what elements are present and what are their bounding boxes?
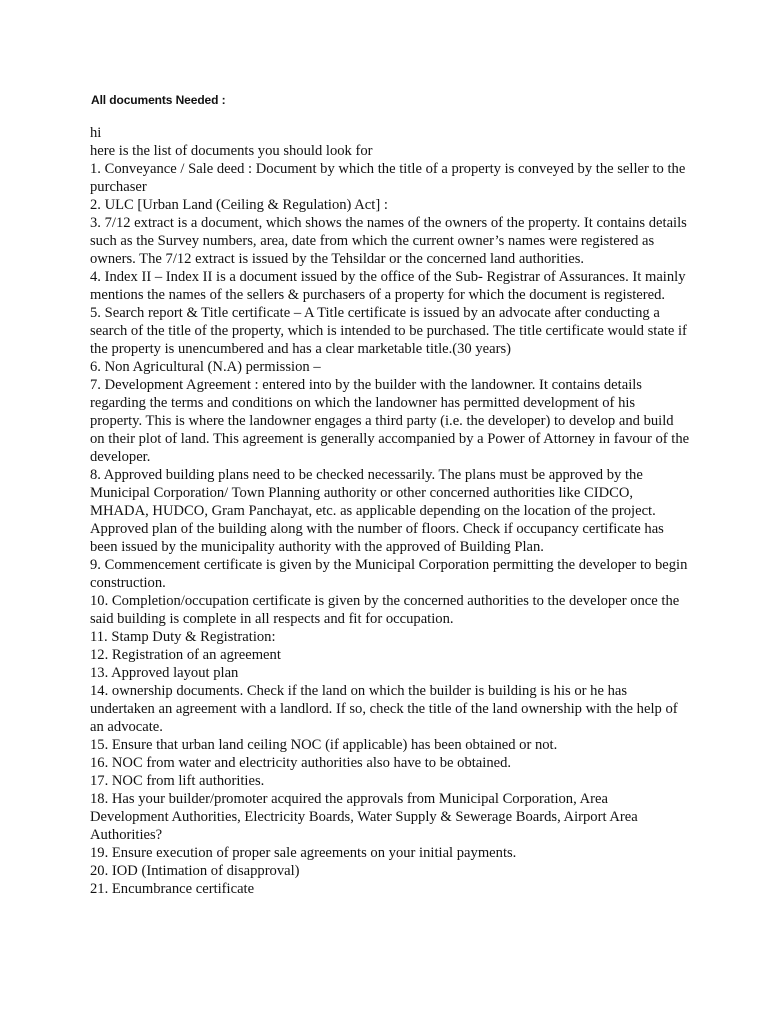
list-item: 16. NOC from water and electricity authorities also have to be obtained. (90, 755, 512, 771)
list-item: 21. Encumbrance certificate (90, 881, 255, 897)
list-item: 2. ULC [Urban Land (Ceiling & Regulation) Act] : (90, 197, 388, 213)
list-item: 19. Ensure execution of proper sale agreements on your initial payments. (90, 845, 517, 861)
list-item: 20. IOD (Intimation of disapproval) (90, 863, 300, 879)
list-item: 17. NOC from lift authorities. (90, 773, 265, 789)
intro-line: here is the list of documents you should look for (90, 143, 373, 159)
list-item: 9. Commencement certificate is given by the Municipal Corporation permitting the developer to begin construction. (90, 557, 688, 591)
list-item: 13. Approved layout plan (90, 665, 239, 681)
list-item: 11. Stamp Duty & Registration: (90, 629, 276, 645)
list-item: 7. Development Agreement : entered into by the builder with the landowner. It contains details regarding the terms and conditions on which the landowner has permitted development of his property. This is where the landowner engages a third party (i.e. the developer) to develop and build on their plot of land. This agreement is generally accompanied by a Power of Attorney in favour of the developer. (90, 377, 690, 465)
list-item: 15. Ensure that urban land ceiling NOC (if applicable) has been obtained or not. (90, 737, 558, 753)
list-item: 3. 7/12 extract is a document, which shows the names of the owners of the property. It contains details such as the Survey numbers, area, date from which the current owner’s names were registered as owners. The 7/12 extract is issued by the Tehsildar or the concerned land authorities. (90, 215, 687, 267)
greeting-line: hi (90, 125, 102, 141)
list-item: 18. Has your builder/promoter acquired the approvals from Municipal Corporation, Area Development Authorities, Electricity Boards, Water Supply & Sewerage Boards, Airport Area Authorities? (90, 791, 638, 843)
list-item: 6. Non Agricultural (N.A) permission – (90, 359, 321, 375)
list-item: 1. Conveyance / Sale deed : Document by which the title of a property is conveyed by the seller to the purchaser (90, 161, 686, 195)
document-heading: All documents Needed : (91, 93, 226, 107)
list-item: 4. Index II – Index II is a document issued by the office of the Sub- Registrar of Assurances. It mainly mentions the names of the sellers & purchasers of a property for which the document is registered. (90, 269, 686, 303)
list-item: 5. Search report & Title certificate – A Title certificate is issued by an advocate after conducting a search of the title of the property, which is intended to be purchased. The title certificate would state if the property is unencumbered and has a clear marketable title.(30 years) (90, 305, 687, 357)
list-item: 10. Completion/occupation certificate is given by the concerned authorities to the developer once the said building is complete in all respects and fit for occupation. (90, 593, 680, 627)
document-body (90, 124, 690, 898)
list-item: 12. Registration of an agreement (90, 647, 281, 663)
list-item: 14. ownership documents. Check if the land on which the builder is building is his or he has undertaken an agreement with a landlord. If so, check the title of the land ownership with the help of an advocate. (90, 683, 678, 735)
list-item: 8. Approved building plans need to be checked necessarily. The plans must be approved by the Municipal Corporation/ Town Planning authority or other concerned authorities like CIDCO, MHADA, HUDCO, Gram Panchayat, etc. as applicable depending on the location of the project. Approved plan of the building along with the number of floors. Check if occupancy certificate has been issued by the municipality authority with the approved of Building Plan. (90, 467, 664, 555)
